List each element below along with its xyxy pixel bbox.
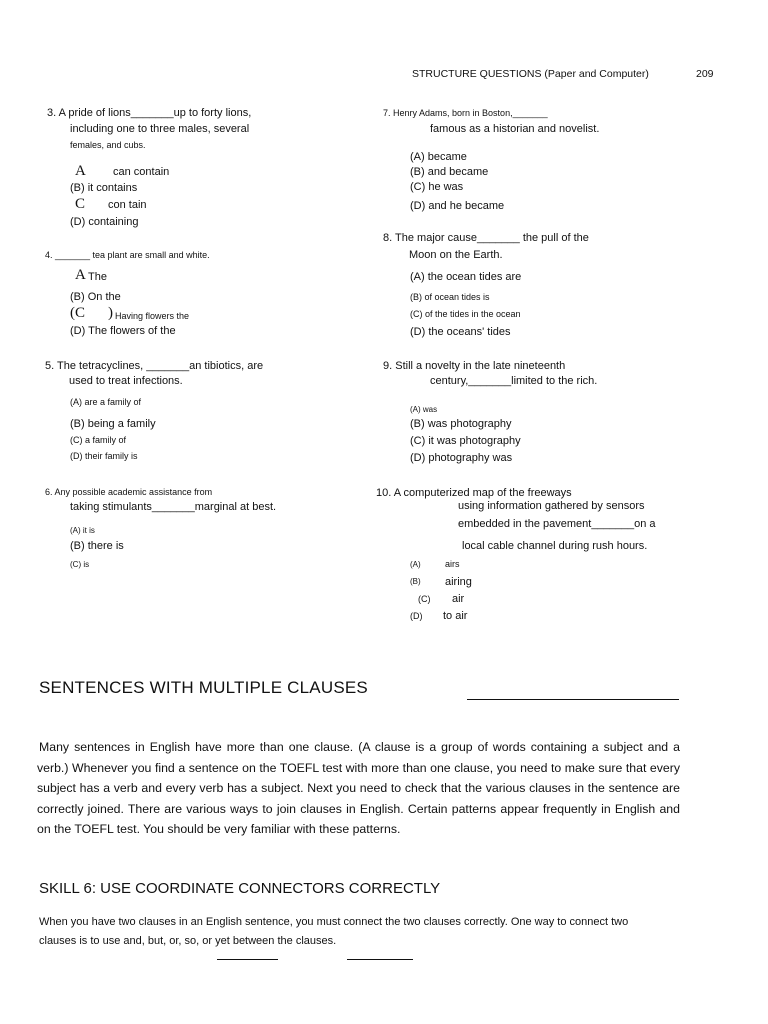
question-stem-line: 3. A pride of lions_______up to forty lions, <box>47 107 252 119</box>
option-a: (A) was <box>410 405 438 414</box>
running-header: STRUCTURE QUESTIONS (Paper and Computer) <box>412 68 649 80</box>
question-stem-line: century,_______limited to the rich. <box>430 375 598 387</box>
option-a: The <box>88 271 107 283</box>
option-label: (A) <box>410 560 421 569</box>
option-c: (C) it was photography <box>410 435 521 447</box>
skill-text-line: When you have two clauses in an English sentence, you must connect the two clauses correctly. One way to connect two <box>39 916 629 928</box>
question-stem-line: taking stimulants_______marginal at best. <box>70 501 277 513</box>
option-b: (B) was photography <box>410 418 512 430</box>
option-b: (B) and became <box>410 166 489 178</box>
option-b: (B) being a family <box>70 418 156 430</box>
blank-rule <box>217 959 278 960</box>
question-stem-line: 9. Still a novelty in the late nineteenth <box>383 360 566 372</box>
option-b: (B) of ocean tides is <box>410 292 490 302</box>
option-c: (C) he was <box>410 181 464 193</box>
skill-heading: SKILL 6: USE COORDINATE CONNECTORS CORRECTLY <box>39 880 441 897</box>
page-number: 209 <box>696 68 714 80</box>
option-c: (C) of the tides in the ocean <box>410 309 521 319</box>
question-stem-line: Moon on the Earth. <box>409 249 503 261</box>
option-d: (D) photography was <box>410 452 513 464</box>
option-d: (D) and he became <box>410 200 505 212</box>
option-label: (B) <box>410 577 421 586</box>
question-stem-line: using information gathered by sensors <box>458 500 645 512</box>
question-stem-line: 6. Any possible academic assistance from <box>45 487 213 497</box>
intro-paragraph: Many sentences in English have more than one clause. (A clause is a group of words containing a subject and a verb.) Whenever you find a sentence on the TOEFL test with more than one clause, you need to make sure that every subject has a verb and every verb has a subject. Next you need to check that the various clauses in the sentence are correctly joined. There are various ways to join clauses in English. Certain patterns appear frequently in English and on the TOEFL test. You should be very familiar with these patterns. <box>37 740 680 836</box>
blank-rule <box>347 959 413 960</box>
question-stem-line: 8. The major cause_______ the pull of the <box>383 232 589 244</box>
option-c: Having flowers the <box>115 311 190 321</box>
section-heading: SENTENCES WITH MULTIPLE CLAUSES <box>39 678 368 697</box>
question-stem-line: 4. _______ tea plant are small and white. <box>45 250 210 260</box>
option-letter: C <box>75 196 86 212</box>
option-a: (A) became <box>410 151 467 163</box>
question-stem-line: embedded in the pavement_______on a <box>458 518 656 530</box>
option-letter: (C <box>70 305 85 321</box>
option-d: (D) the oceans' tides <box>410 326 511 338</box>
option-b: (B) it contains <box>70 182 138 194</box>
option-c: (C) is <box>70 560 90 569</box>
option-letter: A <box>75 267 86 283</box>
option-d: (D) The flowers of the <box>70 325 176 337</box>
heading-rule <box>467 699 679 700</box>
question-stem-line: 7. Henry Adams, born in Boston,_______ <box>383 108 548 118</box>
question-stem-line: local cable channel during rush hours. <box>462 540 648 552</box>
question-stem-line: including one to three males, several <box>70 123 250 135</box>
option-c: (C) a family of <box>70 435 127 445</box>
option-c: con tain <box>108 199 147 211</box>
question-stem-line: 10. A computerized map of the freeways <box>376 487 572 499</box>
option-c: air <box>452 593 465 605</box>
option-d: to air <box>443 610 468 622</box>
option-a: can contain <box>113 166 170 178</box>
option-d: (D) their family is <box>70 451 138 461</box>
option-a: airs <box>445 559 460 569</box>
option-b: (B) On the <box>70 291 121 303</box>
option-a: (A) are a family of <box>70 397 142 407</box>
skill-text-line: clauses is to use and, but, or, so, or yet between the clauses. <box>39 935 337 947</box>
option-letter: A <box>75 163 86 179</box>
question-stem-line: 5. The tetracyclines, _______an tibiotics, are <box>45 360 264 372</box>
option-d: (D) containing <box>70 216 139 228</box>
question-stem-line: famous as a historian and novelist. <box>430 123 600 135</box>
option-b: airing <box>445 576 472 588</box>
option-a: (A) it is <box>70 526 95 535</box>
question-stem-line: females, and cubs. <box>70 140 146 150</box>
question-stem-line: used to treat infections. <box>69 375 183 387</box>
option-b: (B) there is <box>70 540 124 552</box>
option-label: (C) <box>418 594 431 604</box>
option-paren: ) <box>108 305 113 321</box>
option-label: (D) <box>410 611 423 621</box>
option-a: (A) the ocean tides are <box>410 271 522 283</box>
